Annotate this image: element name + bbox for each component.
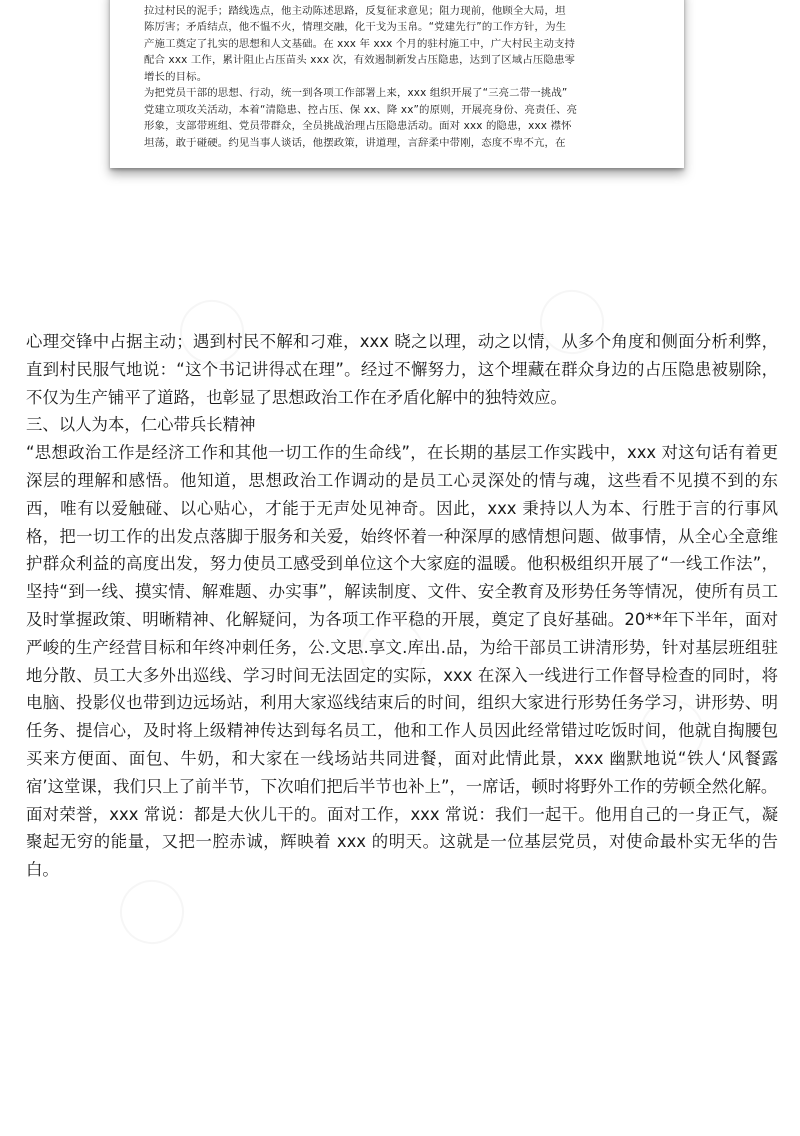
preview-line: 配合 xxx 工作，累计阻止占压苗头 xxx 次，有效遏制新发占压隐患，达到了区域占压隐患零 (144, 54, 576, 66)
document-body (26, 328, 778, 884)
body-paragraph: 心理交锋中占据主动；遇到村民不解和刁难，xxx 晓之以理，动之以情，从多个角度和侧面分析利弊，直到村民服气地说：“这个书记讲得忒在理”。经过不懈努力，这个埋藏在群众身边的占压隐患被剔除，不仅为生产铺平了道路，也彰显了思想政治工作在矛盾化解中的独特效应。 (26, 332, 778, 407)
preview-line: 增长的目标。 (144, 70, 208, 83)
preview-line: 党建立项攻关活动，本着“清隐患、控占压、保 xx、降 xx”的原则，开展亮身份、亮责任、亮 (144, 103, 578, 116)
document-preview-text (110, 0, 684, 151)
section-heading: 三、以人为本，仁心带兵长精神 (26, 415, 256, 435)
body-paragraph: 面对荣誉，xxx 常说：都是大伙儿干的。面对工作，xxx 常说：我们一起干。他用自己的一身正气，凝聚起无穷的能量，又把一腔赤诚，辉映着 xxx 的明天。这就是一位基层党员，对使命最朴实无华的告白。 (26, 804, 778, 880)
preview-line: 为把党员干部的思想、行动，统一到各项工作部署上来，xxx 组织开展了“三亮二带一挑战” (144, 87, 568, 99)
preview-line: 产施工奠定了扎实的思想和人文基础。在 xxx 年 xxx 个月的驻村施工中，广大村民主动支持 (144, 37, 576, 50)
body-paragraph: “思想政治工作是经济工作和其他一切工作的生命线”，在长期的基层工作实践中，xxx 对这句话有着更深层的理解和感悟。他知道，思想政治工作调动的是员工心灵深处的情与魂，这些看不见摸不到的东西，唯有以爱触碰、以心贴心，才能于无声处见神奇。因此，xxx 秉持以人为本、行胜于言的行事风格，把一切工作的出发点落脚于服务和关爱，始终怀着一种深厚的感情想问题、做事情，从全心全意维护群众利益的高度出发，努力使员工感受到单位这个大家庭的温暖。他积极组织开展了“一线工作法”，坚持“到一线、摸实情、解难题、办实事”，解读制度、文件、安全教育及形势任务等情况，使所有员工及时掌握政策、明晰精神、化解疑问，为各项工作平稳的开展，奠定了良好基础。20**年下半年，面对严峻的生产经营目标和年终冲刺任务，公.文思.享文.库出.品，为给干部员工讲清形势，针对基层班组驻地分散、员工大多外出巡线、学习时间无法固定的实际，xxx 在深入一线进行工作督导检查的同时，将电脑、投影仪也带到边远场站，利用大家巡线结束后的时间，组织大家进行形势任务学习，讲形势、明任务、提信心，及时将上级精神传达到每名员工，他和工作人员因此经常错过吃饭时间，他就自掏腰包买来方便面、面包、牛奶，和大家在一线场站共同进餐，面对此情此景，xxx 幽默地说“铁人‘风餐露宿’这堂课，我们只上了前半节，下次咱们把后半节也补上”，一席话，顿时将野外工作的劳顿全然化解。 (26, 443, 778, 796)
preview-line: 陈厉害；矛盾结点，他不愠不火，情理交融，化干戈为玉帛。“党建先行”的工作方针，为生 (144, 21, 567, 33)
preview-line: 拉过村民的泥手；踏线选点，他主动陈述思路，反复征求意见；阻力现前，他顾全大局，坦 (144, 4, 566, 17)
document-preview-card (110, 0, 684, 168)
preview-line: 坦荡，敢于碰硬。约见当事人谈话，他摆政策，讲道理，言辞柔中带刚，态度不卑不亢，在 (144, 136, 566, 149)
preview-line: 形象，支部带班组、党员带群众，全员挑战治理占压隐患活动。面对 xxx 的隐患，xxx 襟怀 (144, 120, 572, 132)
